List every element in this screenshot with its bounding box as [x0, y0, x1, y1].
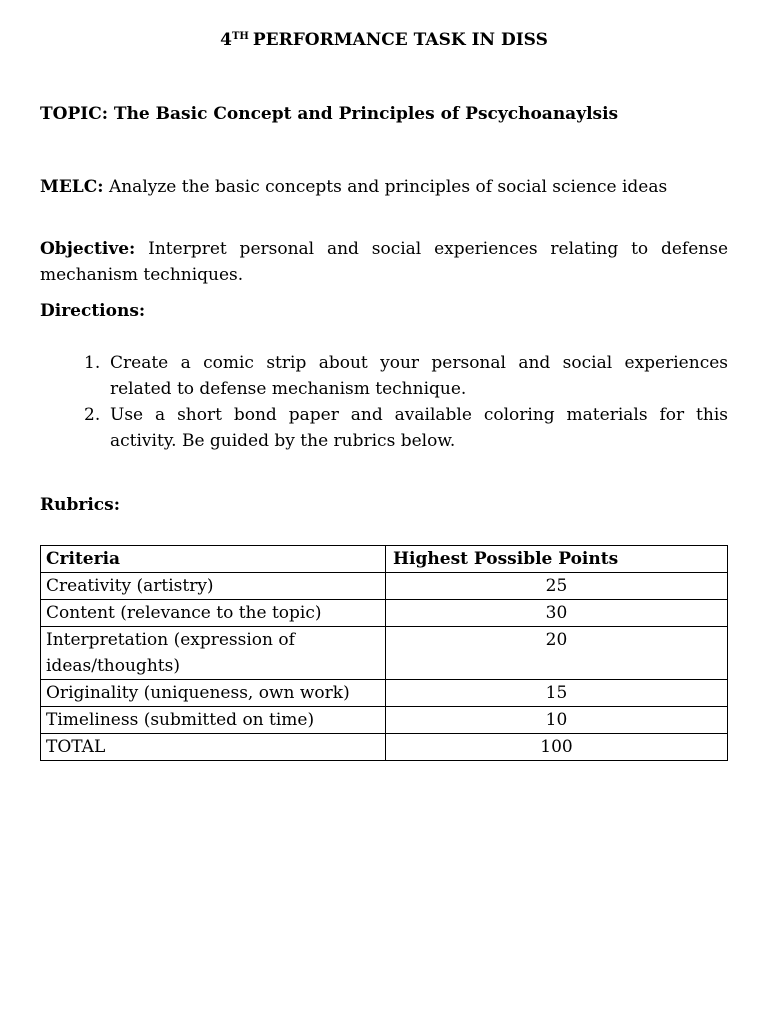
criteria-cell: Interpretation (expression of ideas/thoughts)	[41, 627, 386, 680]
points-cell: 20	[386, 627, 728, 680]
list-item	[84, 402, 728, 454]
column-header-criteria: Criteria	[41, 546, 386, 573]
table-row	[41, 600, 728, 627]
melc-label: MELC:	[40, 177, 104, 197]
melc-text: Analyze the basic concepts and principles of social science ideas	[108, 177, 668, 197]
list-item	[84, 350, 728, 402]
topic-text: The Basic Concept and Principles of Pscychoanaylsis	[113, 104, 619, 124]
criteria-cell: Originality (uniqueness, own work)	[41, 680, 386, 707]
points-cell: 100	[386, 734, 728, 761]
table-row	[41, 627, 728, 680]
table-header-row	[41, 546, 728, 573]
melc-paragraph	[40, 174, 728, 200]
rubrics-table	[40, 545, 728, 761]
topic-label: TOPIC:	[40, 104, 108, 124]
title-superscript: TH	[231, 31, 249, 42]
criteria-cell: Creativity (artistry)	[41, 573, 386, 600]
points-cell: 30	[386, 600, 728, 627]
list-item-number: 2.	[84, 405, 101, 425]
objective-paragraph	[40, 236, 728, 288]
list-item-text: Create a comic strip about your personal and social experiences related to defense mechanism technique.	[110, 353, 728, 399]
table-row	[41, 707, 728, 734]
list-item-text: Use a short bond paper and available coloring materials for this activity. Be guided by the rubrics below.	[110, 405, 728, 451]
page-title	[0, 30, 768, 50]
criteria-cell: Content (relevance to the topic)	[41, 600, 386, 627]
points-cell: 25	[386, 573, 728, 600]
points-cell: 15	[386, 680, 728, 707]
table-row	[41, 573, 728, 600]
column-header-points: Highest Possible Points	[386, 546, 728, 573]
objective-label: Objective:	[40, 239, 136, 259]
rubrics-heading: Rubrics:	[40, 495, 120, 515]
topic-line	[40, 101, 728, 127]
points-cell: 10	[386, 707, 728, 734]
title-number: 4	[220, 30, 232, 50]
title-text: PERFORMANCE TASK IN DISS	[252, 30, 548, 50]
criteria-cell: TOTAL	[41, 734, 386, 761]
list-item-number: 1.	[84, 353, 101, 373]
criteria-cell: Timeliness (submitted on time)	[41, 707, 386, 734]
directions-heading: Directions:	[40, 301, 146, 321]
table-row	[41, 734, 728, 761]
objective-text: Interpret personal and social experiences relating to defense mechanism techniques.	[40, 239, 729, 285]
table-row	[41, 680, 728, 707]
directions-list	[84, 350, 728, 454]
